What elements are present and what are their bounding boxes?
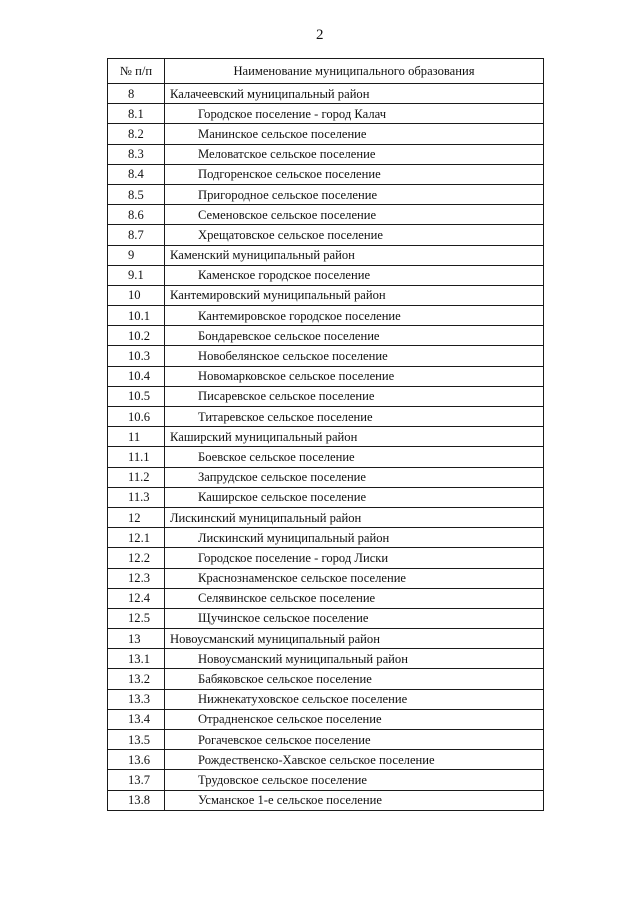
table-header-row xyxy=(108,59,544,84)
row-number-cell: 12.2 xyxy=(108,548,165,568)
settlement-name-cell: Новомарковское сельское поселение xyxy=(165,366,544,386)
row-number-cell: 11.1 xyxy=(108,447,165,467)
settlement-row xyxy=(108,265,544,285)
settlement-row xyxy=(108,386,544,406)
settlement-name-cell: Боевское сельское поселение xyxy=(165,447,544,467)
settlement-row xyxy=(108,467,544,487)
settlement-name-cell: Лискинский муниципальный район xyxy=(165,528,544,548)
settlement-name-cell: Меловатское сельское поселение xyxy=(165,144,544,164)
settlement-name-cell: Запрудское сельское поселение xyxy=(165,467,544,487)
row-number-cell: 10 xyxy=(108,285,165,305)
settlement-name-cell: Трудовское сельское поселение xyxy=(165,770,544,790)
table-body xyxy=(108,84,544,811)
settlement-name-cell: Городское поселение - город Калач xyxy=(165,104,544,124)
settlement-row xyxy=(108,709,544,729)
settlement-row xyxy=(108,326,544,346)
settlement-row xyxy=(108,730,544,750)
settlement-name-cell: Писаревское сельское поселение xyxy=(165,386,544,406)
district-row xyxy=(108,507,544,527)
row-number-cell: 13.2 xyxy=(108,669,165,689)
row-number-cell: 8.7 xyxy=(108,225,165,245)
district-name-cell: Новоусманский муниципальный район xyxy=(165,629,544,649)
settlement-name-cell: Хрещатовское сельское поселение xyxy=(165,225,544,245)
row-number-cell: 10.6 xyxy=(108,407,165,427)
settlement-row xyxy=(108,346,544,366)
settlement-name-cell: Новобелянское сельское поселение xyxy=(165,346,544,366)
settlement-name-cell: Бондаревское сельское поселение xyxy=(165,326,544,346)
settlement-row xyxy=(108,225,544,245)
settlement-name-cell: Щучинское сельское поселение xyxy=(165,608,544,628)
settlement-name-cell: Отрадненское сельское поселение xyxy=(165,709,544,729)
district-row xyxy=(108,629,544,649)
settlement-row xyxy=(108,164,544,184)
settlement-name-cell: Семеновское сельское поселение xyxy=(165,205,544,225)
settlement-name-cell: Кантемировское городское поселение xyxy=(165,306,544,326)
settlement-name-cell: Нижнекатуховское сельское поселение xyxy=(165,689,544,709)
settlement-name-cell: Усманское 1-е сельское поселение xyxy=(165,790,544,810)
settlement-row xyxy=(108,407,544,427)
row-number-cell: 11.3 xyxy=(108,487,165,507)
settlement-row xyxy=(108,447,544,467)
settlement-row xyxy=(108,306,544,326)
row-number-cell: 10.5 xyxy=(108,386,165,406)
row-number-cell: 11 xyxy=(108,427,165,447)
settlement-name-cell: Каменское городское поселение xyxy=(165,265,544,285)
settlement-row xyxy=(108,124,544,144)
row-number-cell: 9 xyxy=(108,245,165,265)
settlement-row xyxy=(108,588,544,608)
settlement-row xyxy=(108,770,544,790)
row-number-cell: 12.4 xyxy=(108,588,165,608)
row-number-cell: 10.3 xyxy=(108,346,165,366)
district-name-cell: Каширский муниципальный район xyxy=(165,427,544,447)
settlement-name-cell: Новоусманский муниципальный район xyxy=(165,649,544,669)
settlement-name-cell: Манинское сельское поселение xyxy=(165,124,544,144)
row-number-cell: 8.3 xyxy=(108,144,165,164)
row-number-cell: 10.2 xyxy=(108,326,165,346)
row-number-cell: 13.3 xyxy=(108,689,165,709)
settlement-name-cell: Краснознаменское сельское поселение xyxy=(165,568,544,588)
settlement-name-cell: Бабяковское сельское поселение xyxy=(165,669,544,689)
settlement-name-cell: Рогачевское сельское поселение xyxy=(165,730,544,750)
settlement-name-cell: Титаревское сельское поселение xyxy=(165,407,544,427)
settlement-name-cell: Селявинское сельское поселение xyxy=(165,588,544,608)
district-row xyxy=(108,245,544,265)
row-number-cell: 9.1 xyxy=(108,265,165,285)
settlement-row xyxy=(108,528,544,548)
row-number-cell: 13 xyxy=(108,629,165,649)
settlement-row xyxy=(108,487,544,507)
district-row xyxy=(108,285,544,305)
row-number-cell: 8.5 xyxy=(108,184,165,204)
district-name-cell: Каменский муниципальный район xyxy=(165,245,544,265)
row-number-cell: 10.4 xyxy=(108,366,165,386)
row-number-cell: 8 xyxy=(108,84,165,104)
column-header-number: № п/п xyxy=(108,59,165,84)
settlement-name-cell: Каширское сельское поселение xyxy=(165,487,544,507)
settlement-row xyxy=(108,548,544,568)
district-name-cell: Калачеевский муниципальный район xyxy=(165,84,544,104)
settlement-row xyxy=(108,184,544,204)
settlement-row xyxy=(108,790,544,810)
row-number-cell: 13.5 xyxy=(108,730,165,750)
settlement-row xyxy=(108,144,544,164)
row-number-cell: 13.8 xyxy=(108,790,165,810)
settlement-row xyxy=(108,649,544,669)
row-number-cell: 13.4 xyxy=(108,709,165,729)
settlement-row xyxy=(108,689,544,709)
settlement-name-cell: Городское поселение - город Лиски xyxy=(165,548,544,568)
row-number-cell: 8.4 xyxy=(108,164,165,184)
row-number-cell: 8.2 xyxy=(108,124,165,144)
district-name-cell: Кантемировский муниципальный район xyxy=(165,285,544,305)
municipalities-table xyxy=(107,58,544,811)
settlement-row xyxy=(108,568,544,588)
row-number-cell: 12.3 xyxy=(108,568,165,588)
row-number-cell: 13.7 xyxy=(108,770,165,790)
row-number-cell: 12.1 xyxy=(108,528,165,548)
page-number: 2 xyxy=(316,27,324,43)
district-name-cell: Лискинский муниципальный район xyxy=(165,507,544,527)
settlement-row xyxy=(108,205,544,225)
row-number-cell: 8.1 xyxy=(108,104,165,124)
row-number-cell: 12 xyxy=(108,507,165,527)
settlement-row xyxy=(108,608,544,628)
district-row xyxy=(108,84,544,104)
row-number-cell: 13.1 xyxy=(108,649,165,669)
settlement-row xyxy=(108,669,544,689)
settlement-row xyxy=(108,750,544,770)
district-row xyxy=(108,427,544,447)
row-number-cell: 8.6 xyxy=(108,205,165,225)
row-number-cell: 13.6 xyxy=(108,750,165,770)
column-header-name: Наименование муниципального образования xyxy=(165,59,544,84)
row-number-cell: 11.2 xyxy=(108,467,165,487)
settlement-name-cell: Рождественско-Хавское сельское поселение xyxy=(165,750,544,770)
row-number-cell: 12.5 xyxy=(108,608,165,628)
settlement-name-cell: Пригородное сельское поселение xyxy=(165,184,544,204)
row-number-cell: 10.1 xyxy=(108,306,165,326)
settlement-name-cell: Подгоренское сельское поселение xyxy=(165,164,544,184)
settlement-row xyxy=(108,104,544,124)
settlement-row xyxy=(108,366,544,386)
